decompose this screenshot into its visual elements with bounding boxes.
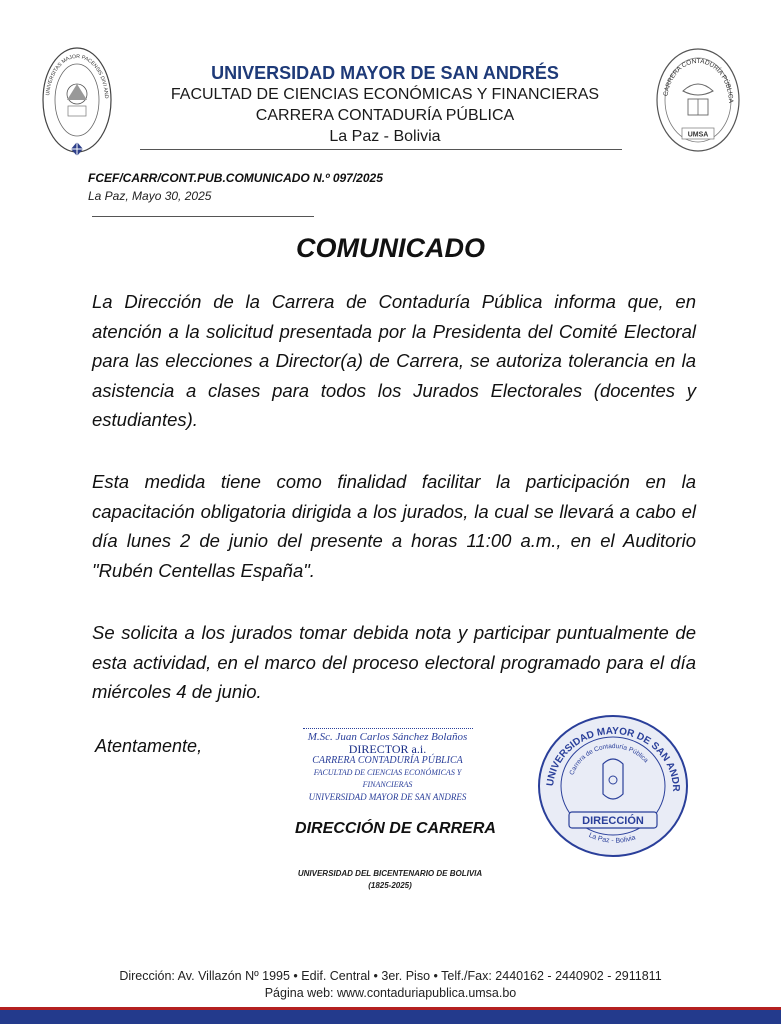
svg-text:UMSA: UMSA [687, 131, 709, 139]
bicentennial-note [260, 868, 520, 892]
footer-blue-bar [0, 1010, 781, 1024]
svg-text:UNIVERSIDAD MAYOR DE SAN ANDRE: UNIVERSIDAD MAYOR DE SAN ANDR [545, 725, 682, 792]
city-line: La Paz - Bolivia [329, 128, 441, 145]
header-divider [140, 149, 622, 150]
direction-signature-label: DIRECCIÓN DE CARRERA [295, 820, 496, 837]
date-divider [92, 216, 314, 217]
signer-name: M.Sc. Juan Carlos Sánchez Bolaños [307, 731, 468, 743]
signature-dotted-line [303, 728, 473, 729]
faculty-name: FACULTAD DE CIENCIAS ECONÓMICAS Y FINANCIERAS [170, 86, 600, 103]
svg-text:DIRECCIÓN: DIRECCIÓN [582, 815, 644, 827]
career-logo [655, 47, 741, 153]
svg-text:UNIVERSITAS MAJOR PACENSIS DIV: UNIVERSITAS MAJOR PACENSIS DIVI AND [45, 53, 110, 99]
body-paragraph-2: Esta medida tiene como finalidad facilitar la participación en la capacitación obligatoria dirigida a los jurados, la cual se llevará a cabo el día lunes 2 de junio del presente a horas 11:00 a.m., en el Auditorio "Rubén Centellas España". [92, 471, 696, 581]
svg-text:La Paz - Bolivia: La Paz - Bolivia [587, 832, 637, 845]
signature-block [290, 728, 485, 803]
signer-university: UNIVERSIDAD MAYOR DE SAN ANDRES [308, 792, 467, 802]
body-paragraph-1: La Dirección de la Carrera de Contaduría Pública informa que, en atención a la solicitud presentada por la Presidenta del Comité Electoral para las elecciones a Director(a) de Carrera, se autoriza tolerancia en la asistencia a clases para todos los Jurados Electorales (docentes y estudiantes). [92, 291, 696, 430]
footer-website: Página web: www.contaduriapublica.umsa.bo [264, 986, 517, 1000]
svg-text:Carrera de Contaduría Pública: Carrera de Contaduría Pública [568, 742, 650, 777]
document-date: La Paz, Mayo 30, 2025 [88, 189, 212, 203]
university-name: UNIVERSIDAD MAYOR DE SAN ANDRÉS [211, 63, 559, 83]
footer-address: Dirección: Av. Villazón Nº 1995 • Edif. Central • 3er. Piso • Telf./Fax: 2440162 - 2440902 - 2911811 [119, 969, 662, 983]
body-paragraph-3: Se solicita a los jurados tomar debida nota y participar puntualmente de esta actividad, en el marco del proceso electoral programado para el día miércoles 4 de junio. [92, 622, 696, 702]
university-seal-logo [40, 42, 114, 172]
document-title: COMUNICADO [296, 233, 485, 263]
bicentennial-line-2: (1825-2025) [368, 881, 412, 890]
signer-title: DIRECTOR a.i. [348, 742, 427, 756]
svg-text:CARRERA CONTADURÍA PÚBLICA: CARRERA CONTADURÍA PÚBLICA [662, 57, 735, 104]
signer-faculty: FACULTAD DE CIENCIAS ECONÓMICAS Y FINANCIERAS [313, 768, 462, 789]
closing-salutation: Atentamente, [95, 736, 203, 756]
career-name: CARRERA CONTADURÍA PÚBLICA [255, 107, 515, 124]
document-reference: FCEF/CARR/CONT.PUB.COMUNICADO N.º 097/2025 [88, 171, 383, 185]
signer-career: CARRERA CONTADURÍA PÚBLICA [312, 755, 463, 766]
bicentennial-line-1: UNIVERSIDAD DEL BICENTENARIO DE BOLIVIA [297, 869, 483, 878]
